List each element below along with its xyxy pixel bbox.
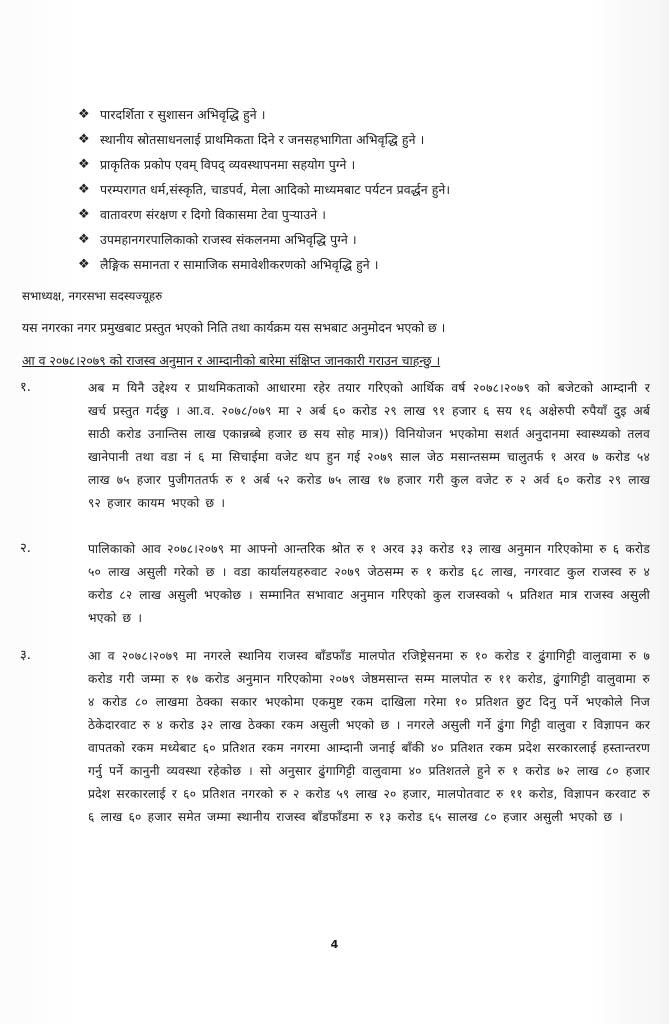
list-item-text: वातावरण संरक्षण र दिगो विकासमा टेवा पुऱ्याउने । bbox=[100, 207, 327, 222]
salutation: सभाध्यक्ष, नगरसभा सदस्यज्यूहरु bbox=[22, 289, 163, 303]
diamond-bullet-icon: ❖ bbox=[78, 207, 90, 222]
paragraph-number: ३. bbox=[20, 648, 31, 663]
paragraph-text: अब म यिनै उद्देश्य र प्राथमिकताको आधारमा रहेर तयार गरिएको आर्थिक वर्ष २०७८।२०७९ को बजेटको आम्दानी र खर्च प्रस्तुत गर्दछु । आ.व. २०७८/०७९ मा २ अर्ब ६० करोड २९ लाख ९१ हजार ६ सय १६ अक्षेरुपी रुपैयाँ दुइ अर्ब साठी करोड उनान्तिस लाख एकान्नब्बे हजार छ सय सोह मात्र)) विनियोजन भएकोमा सशर्त अनुदानमा स्वास्थ्यको तलव खानेपानी तथा वडा नं ६ मा सिचाईमा वजेट थप हुन गई २०७९ साल जेठ मसान्तसम्म चालुतर्फ १ अरव ७ करोड ५४ लाख ७५ हजार पुजीगततर्फ रु १ अर्ब ५२ करोड ७५ लाख १७ हजार गरी कुल वजेट रु २ अर्व ६० करोड २९ लाख ९२ हजार कायम भएको छ । bbox=[88, 381, 650, 510]
list-item bbox=[78, 177, 638, 202]
list-item-text: स्थानीय स्रोतसाधनलाई प्राथमिकता दिने र जनसहभागिता अभिवृद्धि हुने । bbox=[100, 132, 425, 147]
list-item bbox=[78, 102, 638, 127]
list-item bbox=[78, 202, 638, 227]
list-item-text: पारदर्शिता र सुशासन अभिवृद्धि हुने । bbox=[100, 107, 266, 122]
list-item-text: उपमहानगरपालिकाको राजस्व संकलनमा अभिवृद्धि पुग्ने । bbox=[100, 232, 357, 247]
diamond-bullet-icon: ❖ bbox=[78, 132, 90, 147]
list-item-text: लैङ्गिक समानता र सामाजिक समावेशीकरणको अभिवृद्धि हुने । bbox=[100, 257, 379, 272]
paragraph bbox=[20, 645, 650, 829]
list-item-text: प्राकृतिक प्रकोप एवम् विपद् व्यवस्थापनमा सहयोग पुग्ने । bbox=[100, 157, 356, 172]
diamond-bullet-icon: ❖ bbox=[78, 157, 90, 172]
paragraph-text: पालिकाको आव २०७८।२०७९ मा आफ्नो आन्तरिक श्रोत रु १ अरव ३३ करोड १३ लाख अनुमान गरिएकोमा रु ६ करोड ५० लाख असुली गरेको छ । वडा कार्यालयहरुवाट २०७९ जेठसम्म रु १ करोड ६८ लाख, नगरवाट कुल राजस्व रु ४ करोड ८२ लाख असुली भएकोछ । सम्मानित सभावाट अनुमान गरिएको कुल राजस्वको ५ प्रतिशत मात्र राजस्व असुली भएको छ । bbox=[88, 542, 650, 625]
paragraph bbox=[20, 538, 650, 630]
list-item bbox=[78, 227, 638, 252]
list-item bbox=[78, 252, 638, 277]
list-item bbox=[78, 152, 638, 177]
page-number: 4 bbox=[330, 938, 339, 951]
list-item bbox=[78, 127, 638, 152]
paragraph bbox=[20, 377, 650, 515]
list-item-text: परम्परागत धर्म,संस्कृति, चाडपर्व, मेला आदिको माध्यमबाट पर्यटन प्रवर्द्धन हुने। bbox=[100, 182, 451, 197]
paragraph-text: आ व २०७८।२०७९ मा नगरले स्थानिय राजस्व बाँडफाँड मालपोत रजिष्ट्रेसनमा रु १० करोड र ढुंगागिट्टी वालुवामा रु ७ करोड गरी जम्मा रु १७ करोड अनुमान गरिएकोमा २०७९ जेष्ठमसान्त सम्म मालपोत रु ११ करोड, ढुंगागिट्टी वालुवामा रु ४ करोड ८० लाखमा ठेक्का सकार भएकोमा एकमुष्ट रकम दाखिला गरेमा १० प्रतिशत छुट दिनु पर्ने भएकोले निज ठेकेदारवाट रु ४ करोड ३२ लाख ठेक्का रकम असुली भएको छ । नगरले असुली गर्ने ढुंगा गिट्टी वालुवा र विज्ञापन कर वापतको रकम मध्येबाट ६० प्रतिशत रकम नगरमा आम्दानी जनाई बाँकी ४० प्रतिशत रकम प्रदेश सरकारलाई हस्तान्तरण गर्नु पर्ने कानुनी व्यवस्था रहेकोछ । सो अनुसार ढुंगागिट्टी वालुवामा ४० प्रतिशतले हुने रु १ करोड ७२ लाख ८० हजार प्रदेश सरकारलाई र ६० प्रतिशत नगरको रु २ करोड ५९ लाख २० हजार, मालपोतवाट रु ११ करोड, विज्ञापन करवाट रु ६ लाख ६० हजार समेत जम्मा स्थानीय राजस्व बाँडफाँडमा रु १३ करोड ६५ सालख ८० हजार असुली भएको छ । bbox=[88, 649, 650, 824]
diamond-bullet-icon: ❖ bbox=[78, 107, 90, 122]
diamond-bullet-icon: ❖ bbox=[78, 232, 90, 247]
section-heading: आ व २०७८।२०७९ को राजस्व अनुमान र आम्दानीको बारेमा संक्षिप्त जानकारी गराउन चाहन्छु । bbox=[22, 353, 441, 368]
paragraph-number: २. bbox=[20, 541, 31, 556]
approval-statement: यस नगरका नगर प्रमुखबाट प्रस्तुत भएको निति तथा कार्यक्रम यस सभबाट अनुमोदन भएको छ । bbox=[22, 320, 446, 335]
diamond-bullet-icon: ❖ bbox=[78, 182, 90, 197]
objectives-list bbox=[78, 102, 638, 277]
diamond-bullet-icon: ❖ bbox=[78, 257, 90, 272]
paragraph-number: १. bbox=[20, 380, 31, 395]
